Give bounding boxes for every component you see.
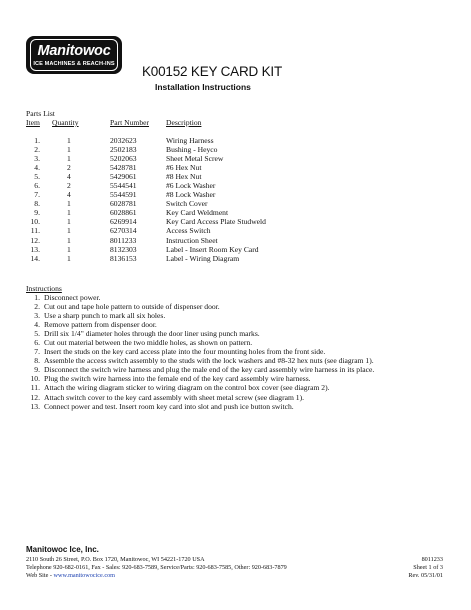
part-number: 5428781 [110,163,137,173]
table-row [26,145,326,154]
item-quantity: 4 [67,190,71,200]
column-description: Description [166,118,202,127]
step-text: Attach the wiring diagram sticker to wiring diagram on the control box cover (see diagram 2). [44,383,330,393]
footer-phone: Telephone 920-682-0161, Fax - Sales: 920-683-7589, Service/Parts: 920-683-7585, Other: 920-683-7879 [26,564,287,571]
item-quantity: 1 [67,208,71,218]
item-quantity: 1 [67,253,71,263]
step-number: 3. [34,311,40,321]
parts-table-header [26,118,286,127]
part-number: 5202063 [110,154,137,164]
table-row [26,181,326,190]
part-number: 6028781 [110,199,137,209]
part-description: #8 Hex Nut [166,172,202,182]
list-item [26,402,456,411]
website-label: Web Site - [26,572,54,579]
step-text: Cut out material between the two middle holes, as shown on pattern. [44,338,253,348]
part-description: #6 Lock Washer [166,181,216,191]
item-number: 2. [34,145,40,155]
item-number: 11. [30,226,40,236]
item-quantity: 4 [67,172,71,182]
parts-list-heading: Parts List [26,109,55,118]
part-number: 6028861 [110,208,137,218]
list-item [26,347,456,356]
item-number: 13. [30,244,40,254]
list-item [26,320,456,329]
item-number: 14. [30,253,40,263]
footer-website [26,572,115,579]
part-description: Access Switch [166,226,211,236]
part-number: 6270314 [110,226,137,236]
instructions-list [26,293,456,411]
table-row [26,172,326,181]
step-text: Use a sharp punch to mark all six holes. [44,311,166,321]
item-quantity: 1 [67,244,71,254]
list-item [26,365,456,374]
item-quantity: 1 [67,199,71,209]
item-number: 5. [34,172,40,182]
part-number: 5544541 [110,181,137,191]
step-number: 9. [34,365,40,375]
sheet-number: Sheet 1 of 3 [413,564,443,571]
step-number: 7. [34,347,40,357]
list-item [26,302,456,311]
item-quantity: 1 [67,154,71,164]
list-item [26,311,456,320]
step-number: 1. [34,293,40,302]
item-number: 3. [34,154,40,164]
item-quantity: 1 [67,235,71,245]
column-part-number: Part Number [110,118,150,127]
document-title: K00152 KEY CARD KIT [142,64,283,79]
item-quantity: 1 [67,136,71,145]
step-text: Connect power and test. Insert room key card into slot and push ice button switch. [44,401,294,411]
website-link[interactable]: www.manitowocice.com [53,572,115,579]
list-item [26,374,456,383]
part-description: Label - Insert Room Key Card [166,244,259,254]
part-number: 8011233 [110,235,137,245]
step-number: 13. [30,401,40,411]
item-number: 9. [34,208,40,218]
part-number: 8136153 [110,253,137,263]
step-text: Remove pattern from dispenser door. [44,320,157,330]
step-number: 5. [34,329,40,339]
list-item [26,293,456,302]
part-number: 5429061 [110,172,137,182]
table-row [26,236,326,245]
column-quantity: Quantity [52,118,79,127]
instructions-heading: Instructions [26,284,62,293]
step-text: Cut out and tape hole pattern to outside of dispenser door. [44,302,220,312]
part-number: 2502183 [110,145,137,155]
list-item [26,329,456,338]
table-row [26,226,326,235]
part-description: Sheet Metal Screw [166,154,224,164]
footer-company-name: Manitowoc Ice, Inc. [26,545,99,554]
footer-address: 2110 South 26 Street, P.O. Box 1720, Manitowoc, WI 54221-1720 USA [26,556,205,563]
part-number: 2032623 [110,136,137,145]
item-quantity: 2 [67,163,71,173]
step-text: Disconnect power. [44,293,101,302]
table-row [26,254,326,263]
part-description: #6 Hex Nut [166,163,202,173]
step-number: 10. [30,374,40,384]
step-text: Plug the switch wire harness into the female end of the key card assembly wire harness. [44,374,311,384]
table-row [26,136,326,145]
item-number: 7. [34,190,40,200]
item-quantity: 1 [67,226,71,236]
item-quantity: 1 [67,145,71,155]
item-number: 10. [30,217,40,227]
parts-table-body [26,136,326,263]
part-description: #8 Lock Washer [166,190,216,200]
item-quantity: 2 [67,181,71,191]
part-description: Wiring Harness [166,136,214,145]
step-number: 12. [30,392,40,402]
step-number: 2. [34,302,40,312]
table-row [26,199,326,208]
logo-tagline: ICE MACHINES & REACH-INS [33,61,115,67]
step-number: 4. [34,320,40,330]
part-number: 8132303 [110,244,137,254]
part-description: Bushing - Heyco [166,145,218,155]
table-row [26,154,326,163]
part-number: 6269914 [110,217,137,227]
item-number: 1. [34,136,40,145]
step-text: Attach switch cover to the key card assembly with sheet metal screw (see diagram 1). [44,392,304,402]
table-row [26,245,326,254]
list-item [26,383,456,392]
step-text: Disconnect the switch wire harness and plug the male end of the key card assembly wire harness in its place. [44,365,375,375]
manitowoc-logo [26,36,122,74]
list-item [26,338,456,347]
part-description: Switch Cover [166,199,208,209]
step-number: 11. [30,383,40,393]
step-number: 6. [34,338,40,348]
revision-date: Rev. 05/31/01 [408,572,443,579]
item-number: 8. [34,199,40,209]
part-description: Key Card Access Plate Studweld [166,217,266,227]
list-item [26,393,456,402]
step-number: 8. [34,356,40,366]
table-row [26,208,326,217]
logo-name: Manitowoc [37,43,111,59]
logo-frame [30,39,118,71]
item-number: 12. [30,235,40,245]
part-description: Instruction Sheet [166,235,218,245]
step-text: Drill six 1/4" diameter holes through the door liner using punch marks. [44,329,260,339]
item-number: 6. [34,181,40,191]
item-number: 4. [34,163,40,173]
part-description: Key Card Weldment [166,208,229,218]
list-item [26,356,456,365]
part-description: Label - Wiring Diagram [166,253,240,263]
step-text: Assemble the access switch assembly to the studs with the lock washers and #8-32 hex nuts (see diagram 1). [44,356,374,366]
document-subtitle: Installation Instructions [155,82,251,92]
table-row [26,217,326,226]
table-row [26,163,326,172]
part-number: 5544591 [110,190,137,200]
item-quantity: 1 [67,217,71,227]
step-text: Insert the studs on the key card access plate into the four mounting holes from the front side. [44,347,326,357]
document-number: 8011233 [421,556,443,563]
table-row [26,190,326,199]
column-item: Item [26,118,40,127]
